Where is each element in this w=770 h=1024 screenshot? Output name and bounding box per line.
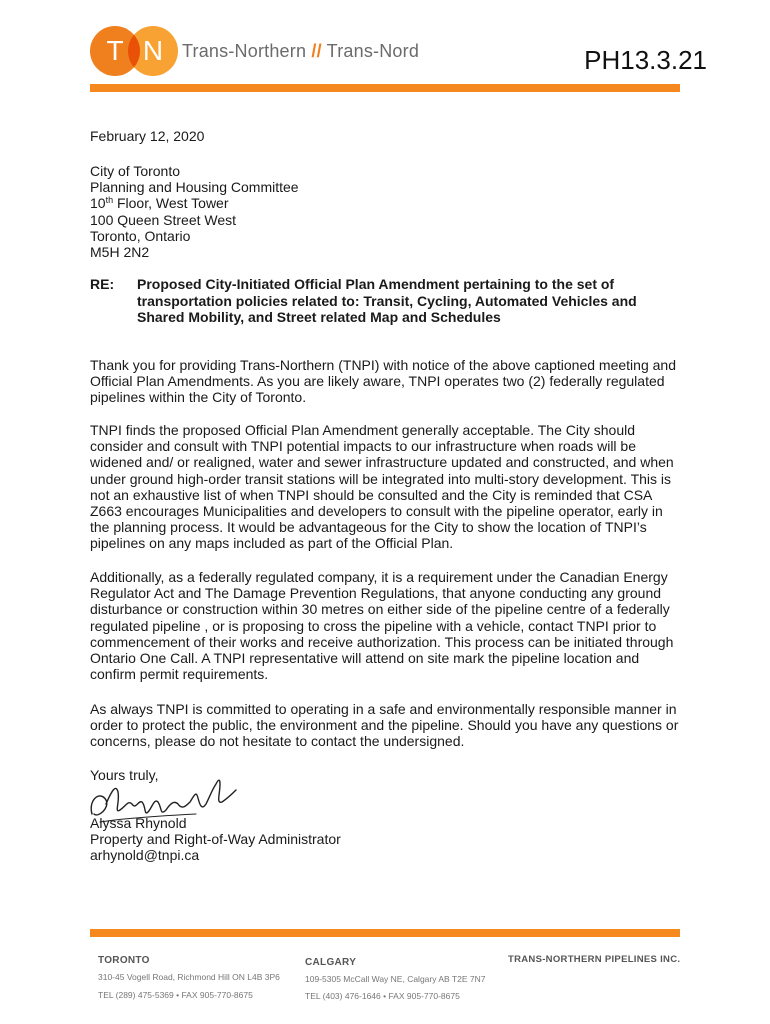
body-paragraph: As always TNPI is committed to operating in a safe and environmentally responsible manner in order to protect the public, the environment and the pipeline. Should you have any questions or concerns, please do not hesitate to contact the undersigned. [90,701,679,750]
logo-circle-n: N [128,26,178,76]
header-divider-bar [90,84,680,92]
recipient-line: Toronto, Ontario [90,227,191,244]
footer-calgary-phone: TEL (403) 476-1646 • FAX 905-770-8675 [305,991,460,1001]
footer-toronto-address: 310-45 Vogell Road, Richmond Hill ON L4B 3P6 [98,972,280,982]
body-paragraph: Thank you for providing Trans-Northern (TNPI) with notice of the above captioned meeting and Official Plan Amendments. As you are likely aware, TNPI operates two (2) federally regulated pipelines within the City of Toronto. [90,357,676,406]
recipient-line [90,195,299,211]
logo-name-fr: Trans-Nord [326,41,420,61]
body-paragraph: Additionally, as a federally regulated company, it is a requirement under the Canadian Energy Regulator Act and The Damage Prevention Regulations, that anyone conducting any ground disturbance or construction within 30 metres on either side of the pipeline centre of a federally regulated pipeline , or is proposing to cross the pipeline with a vehicle, contact TNPI prior to commencement of their works and receive authorization. This process can be initiated through Ontario One Call. A TNPI representative will attend on site mark the pipeline location and confirm permit requirements. [90,569,674,683]
floor-suffix: th [105,195,114,206]
subject-text: Proposed City-Initiated Official Plan Amendment pertaining to the set of transportation policies related to: Transit, Cycling, Automated Vehicles and Shared Mobility, and Street related Map and Schedules [137,276,637,325]
subject-label: RE: [90,276,115,292]
floor-number: 10 [90,195,106,212]
signer-title: Property and Right-of-Way Administrator [90,831,341,848]
logo-circle-t: T [90,26,140,76]
footer-calgary-address: 109-5305 McCall Way NE, Calgary AB T2E 7N7 [305,974,486,984]
recipient-line: 100 Queen Street West [90,211,237,228]
floor-rest: Floor, West Tower [113,195,229,212]
logo-wordmark [182,41,419,62]
recipient-address [90,163,299,260]
signer-name: Alyssa Rhynold [90,815,187,831]
footer-company-name: TRANS-NORTHERN PIPELINES INC. [508,954,681,965]
logo-name-en: Trans-Northern [182,41,307,61]
document-number: PH13.3.21 [584,45,707,75]
recipient-line: Planning and Housing Committee [90,179,299,196]
footer-toronto-label: TORONTO [98,955,150,966]
footer-divider-bar [90,929,680,937]
signature-block [90,815,341,864]
signer-email: arhynold@tnpi.ca [90,847,200,864]
body-paragraph: TNPI finds the proposed Official Plan Amendment generally acceptable. The City should consider and consult with TNPI potential impacts to our infrastructure when roads will be widened and/ or realigned, water and sewer infrastructure updated and constructed, and when under ground high-order transit stations will be integrated into multi-story development. This is not an exhaustive list of when TNPI should be consulted and the City is reminded that CSA Z663 encourages Municipalities and developers to consult with the pipeline operator, early in the planning process. It would be advantageous for the City to show the location of TNPI’s pipelines on any maps included as part of the Official Plan. [90,422,674,552]
recipient-line: City of Toronto [90,163,181,179]
recipient-line: M5H 2N2 [90,244,150,261]
logo-slashes: // [311,41,322,61]
footer-calgary-label: CALGARY [305,957,357,968]
letter-date: February 12, 2020 [90,128,205,144]
closing-salutation: Yours truly, [90,767,159,783]
footer-toronto-phone: TEL (289) 475-5369 • FAX 905-770-8675 [98,990,253,1000]
